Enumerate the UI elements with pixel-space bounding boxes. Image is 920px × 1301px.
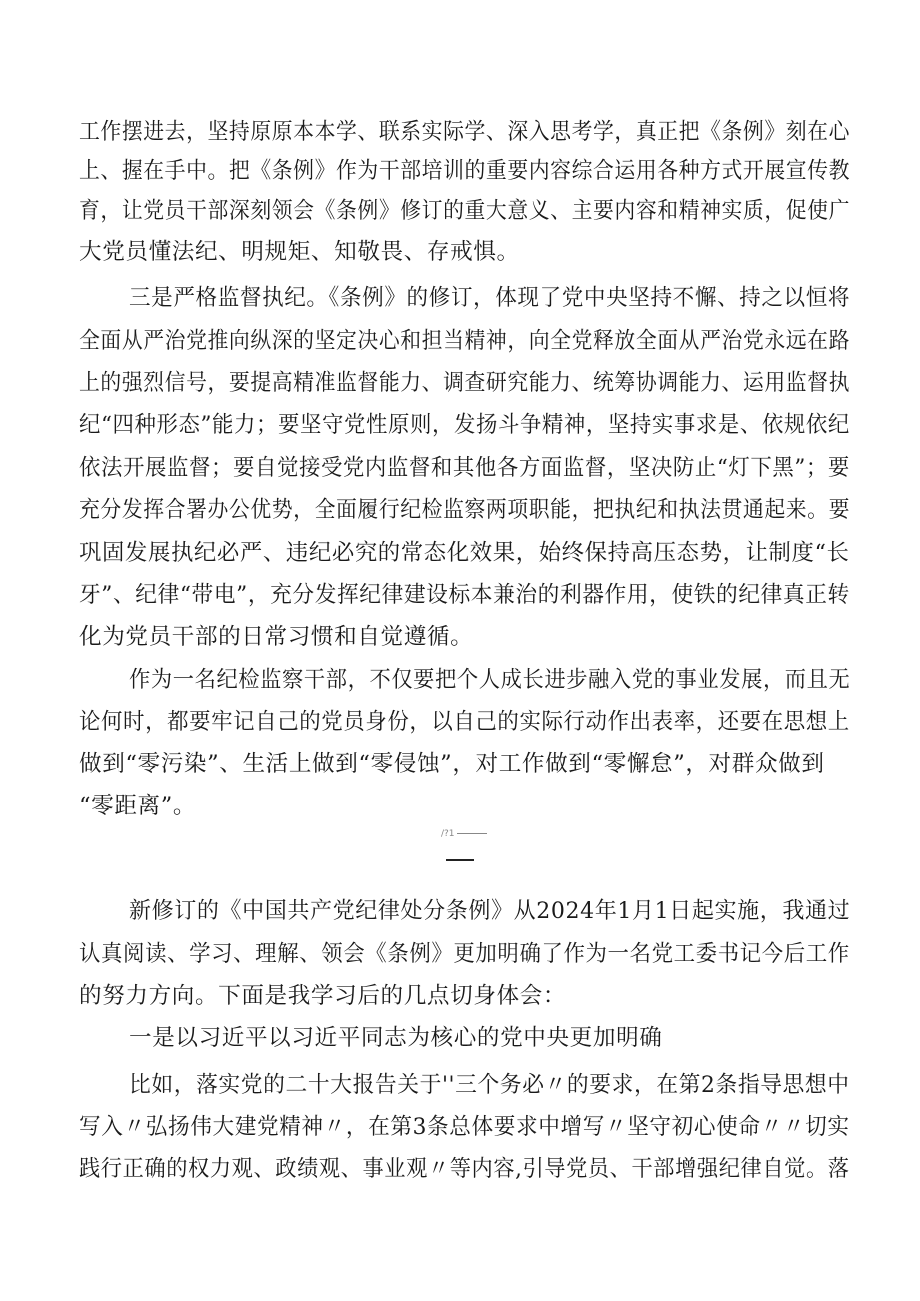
text-line: 写入〃弘扬伟大建党精神〃，在第3条总体要求中增写〃坚守初心使命〃〃切实 — [79, 1114, 850, 1140]
text-line: 上的强烈信号，要提高精准监督能力、调查研究能力、统筹协调能力、运用监督执 — [79, 370, 851, 396]
text-line: 大党员懂法纪、明规矩、知敬畏、存戒惧。 — [79, 239, 520, 265]
text-line: 践行正确的权力观、政绩观、事业观〃等内容,引导党员、干部增强纪律自觉。落 — [79, 1156, 850, 1182]
text-line: 巩固发展执纪必严、违纪必究的常态化效果，始终保持高压态势，让制度“长 — [79, 540, 850, 566]
text-line: 依法开展监督；要自觉接受党内监督和其他各方面监督，坚决防止“灯下黑”；要 — [79, 455, 850, 481]
text-line: “零距离”。 — [79, 793, 197, 819]
text-line: 纪“四种形态”能力；要坚守党性原则，发扬斗争精神，坚持实事求是、依规依纪 — [79, 412, 850, 438]
text-line: 工作摆进去，坚持原原本本学、联系实际学、深入思考学，真正把《条例》刻在心 — [79, 119, 851, 145]
separator-dash — [446, 859, 474, 861]
text-line: 认真阅读、学习、理解、领会《条例》更加明确了作为一名党工委书记今后工作 — [79, 941, 850, 967]
text-line: 做到“零污染”、生活上做到“零侵蚀”，对工作做到“零懈怠”，对群众做到 — [79, 751, 825, 777]
text-line: 作为一名纪检监察干部，不仅要把个人成长进步融入党的事业发展，而且无 — [129, 667, 851, 693]
text-line: 全面从严治党推向纵深的坚定决心和担当精神，向全党释放全面从严治党永远在路 — [79, 328, 851, 354]
text-line: 一是以习近平以习近平同志为核心的党中央更加明确 — [129, 1025, 663, 1051]
text-line: 育，让党员干部深刻领会《条例》修订的重大意义、主要内容和精神实质，促使广 — [79, 198, 851, 224]
text-line: 的努力方向。下面是我学习后的几点切身体会： — [79, 983, 567, 1009]
text-line: 比如，落实党的二十大报告关于''三个务必〃的要求，在第2条指导思想中 — [129, 1072, 850, 1098]
text-line: 牙”、纪律“带电”，充分发挥纪律建设标本兼治的利器作用，使铁的纪律真正转 — [79, 582, 850, 608]
separator-text: /?1 — [441, 829, 455, 839]
text-line: 充分发挥合署办公优势，全面履行纪检监察两项职能，把执纪和执法贯通起来。要 — [79, 497, 851, 523]
text-line: 三是严格监督执纪。《条例》的修订，体现了党中央坚持不懈、持之以恒将 — [129, 285, 851, 311]
text-line: 上、握在手中。把《条例》作为干部培训的重要内容综合运用各种方式开展宣传教 — [79, 158, 851, 184]
text-line: 新修订的《中国共产党纪律处分条例》从2024年1月1日起实施，我通过 — [129, 898, 851, 924]
separator-rule — [457, 833, 487, 834]
text-line: 论何时，都要牢记自己的党员身份，以自己的实际行动作出表率，还要在思想上 — [79, 709, 850, 735]
text-line: 化为党员干部的日常习惯和自觉遵循。 — [79, 624, 474, 650]
separator-mark — [441, 829, 487, 839]
